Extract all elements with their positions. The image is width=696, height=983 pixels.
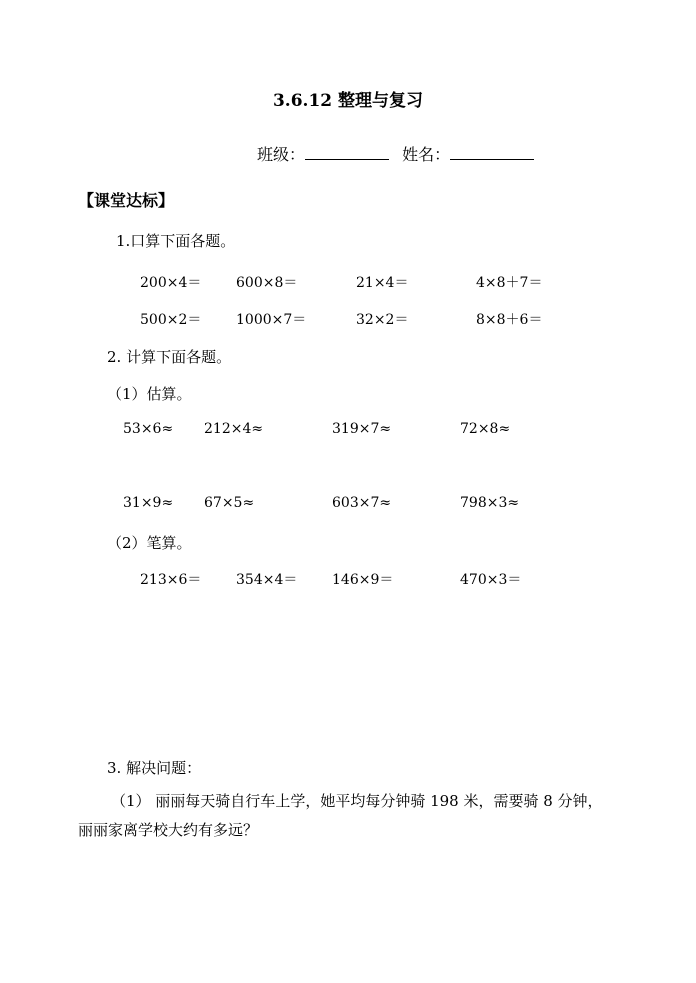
estimate-item: 319×7≈ [332,421,392,437]
q3-label: 3. 解决问题： [107,759,202,777]
q1-item: 500×2＝ [140,312,202,328]
q1-item: 8×8＋6＝ [476,312,543,328]
q3-problem-line-1: （1） 丽丽每天骑自行车上学，她平均每分钟骑 198 米，需要骑 8 分钟， [111,792,603,810]
estimate-item: 212×4≈ [204,421,264,437]
q3-problem-line-2: 丽丽家离学校大约有多远？ [78,821,259,839]
estimate-item: 72×8≈ [460,421,511,437]
section-title: 【课堂达标】 [78,191,175,210]
name-label: 姓名： [402,145,451,164]
q1-item: 1000×7＝ [236,312,307,328]
name-blank [450,145,534,160]
q1-item: 21×4＝ [356,275,409,291]
q1-item: 4×8＋7＝ [476,275,543,291]
estimate-item: 798×3≈ [460,495,520,511]
page-title: 3.6.12 整理与复习 [272,91,424,111]
q1-item: 32×2＝ [356,312,409,328]
q2-sub1-label: （1）估算。 [107,385,192,403]
q1-item: 200×4＝ [140,275,202,291]
student-info-line [257,142,542,165]
class-label: 班级： [257,145,306,164]
calc-item: 354×4＝ [236,572,298,588]
estimate-item: 53×6≈ [123,421,174,437]
estimate-item: 31×9≈ [123,495,174,511]
estimate-item: 67×5≈ [204,495,255,511]
q2-sub2-label: （2）笔算。 [107,534,192,552]
calc-item: 146×9＝ [332,572,394,588]
calc-item: 213×6＝ [140,572,202,588]
class-blank [305,145,389,160]
q1-item: 600×8＝ [236,275,298,291]
estimate-item: 603×7≈ [332,495,392,511]
q1-label: 1.口算下面各题。 [116,232,236,250]
calc-item: 470×3＝ [460,572,522,588]
q2-label: 2. 计算下面各题。 [107,348,232,366]
